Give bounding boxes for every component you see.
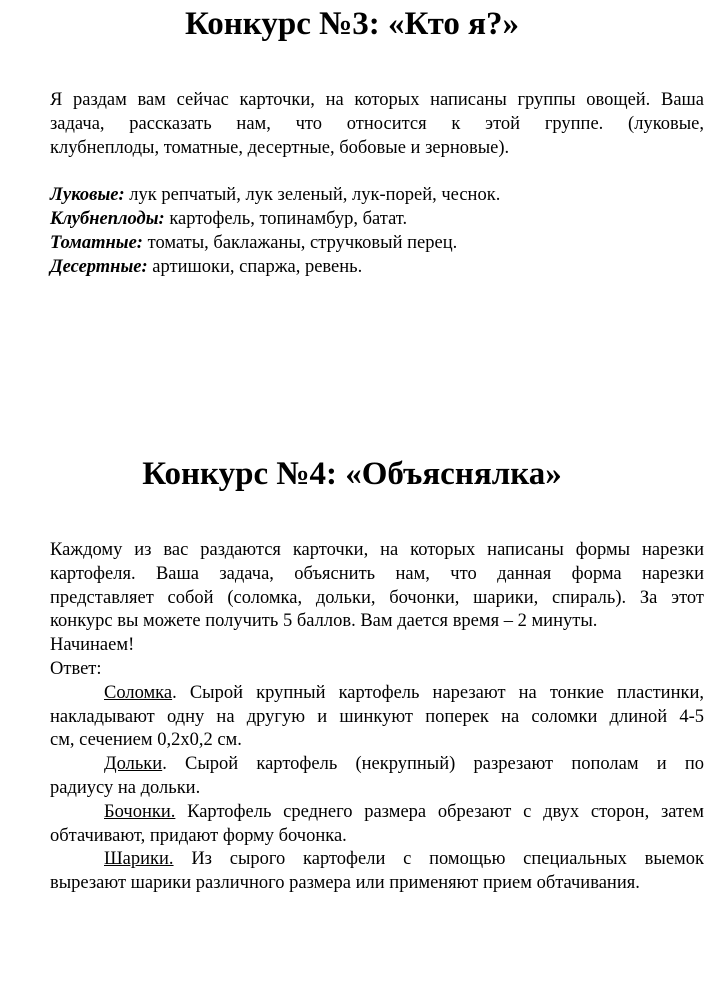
group-label: Томатные: xyxy=(50,233,143,253)
answer-line: радиусу на дольки. xyxy=(50,777,201,798)
answer-line: обтачивают, придают форму бочонка. xyxy=(50,825,347,846)
answer-line: накладывают одну на другую и шинкуют поперек на соломки длиной 4-5 xyxy=(50,706,704,727)
answer-item-first xyxy=(50,753,704,777)
answer-text: Из сырого картофели с помощью специальных выемок xyxy=(173,849,704,870)
group-text: картофель, топинамбур, батат. xyxy=(164,209,408,229)
answer-item-first xyxy=(50,682,704,706)
answer-item-first xyxy=(50,848,704,872)
group-label: Луковые: xyxy=(50,185,125,205)
intro-line: Каждому из вас раздаются карточки, на которых написаны формы нарезки xyxy=(50,540,704,560)
intro-line: конкурс вы можете получить 5 баллов. Вам дается время – 2 минуты. xyxy=(50,611,598,632)
answer-term: Соломка xyxy=(104,682,173,703)
contest-3-intro xyxy=(50,88,704,160)
answer-line: вырезают шарики различного размера или применяют прием обтачивания. xyxy=(50,873,640,894)
start-text: Начинаем! xyxy=(50,635,135,656)
intro-line: картофеля. Ваша задача, объяснить нам, что данная форма нарезки xyxy=(50,563,704,584)
answer-line: см, сечением 0,2х0,2 см. xyxy=(50,730,242,751)
answer-term: Дольки xyxy=(104,754,163,775)
contest-4-body xyxy=(50,539,704,896)
group-item xyxy=(50,207,704,231)
group-text: томаты, баклажаны, стручковый перец. xyxy=(142,233,458,253)
answer-term: Шарики. xyxy=(104,849,174,870)
intro-line: представляет собой (соломка, дольки, бочонки, шарики, спираль). За этот xyxy=(50,587,704,608)
group-text: лук репчатый, лук зеленый, лук-порей, чеснок. xyxy=(124,185,501,205)
contest-3-title: Конкурс №3: «Кто я?» xyxy=(185,6,519,42)
group-item xyxy=(50,183,704,207)
answer-label: Ответ: xyxy=(50,658,102,679)
intro-line: Я раздам вам сейчас карточки, на которых написаны группы овощей. Ваша xyxy=(50,90,704,110)
group-item xyxy=(50,231,704,255)
contest-4-title: Конкурс №4: «Объяснялка» xyxy=(142,456,562,492)
answer-text: . Сырой картофель (некрупный) разрезают пополам и по xyxy=(162,754,704,775)
answer-text: . Сырой крупный картофель нарезают на тонкие пластинки, xyxy=(172,682,704,703)
answer-item-first xyxy=(50,801,704,825)
group-label: Клубнеплоды: xyxy=(50,209,165,229)
intro-line: задача, рассказать нам, что относится к этой группе. (луковые, xyxy=(50,114,704,134)
answer-term: Бочонки. xyxy=(104,801,176,822)
group-text: артишоки, спаржа, ревень. xyxy=(147,257,363,277)
group-label: Десертные: xyxy=(50,257,148,277)
answer-text: Картофель среднего размера обрезают с двух сторон, затем xyxy=(175,801,704,822)
intro-line: клубнеплоды, томатные, десертные, бобовые и зерновые). xyxy=(50,138,510,158)
contest-3-groups xyxy=(50,183,704,279)
group-item xyxy=(50,255,704,279)
